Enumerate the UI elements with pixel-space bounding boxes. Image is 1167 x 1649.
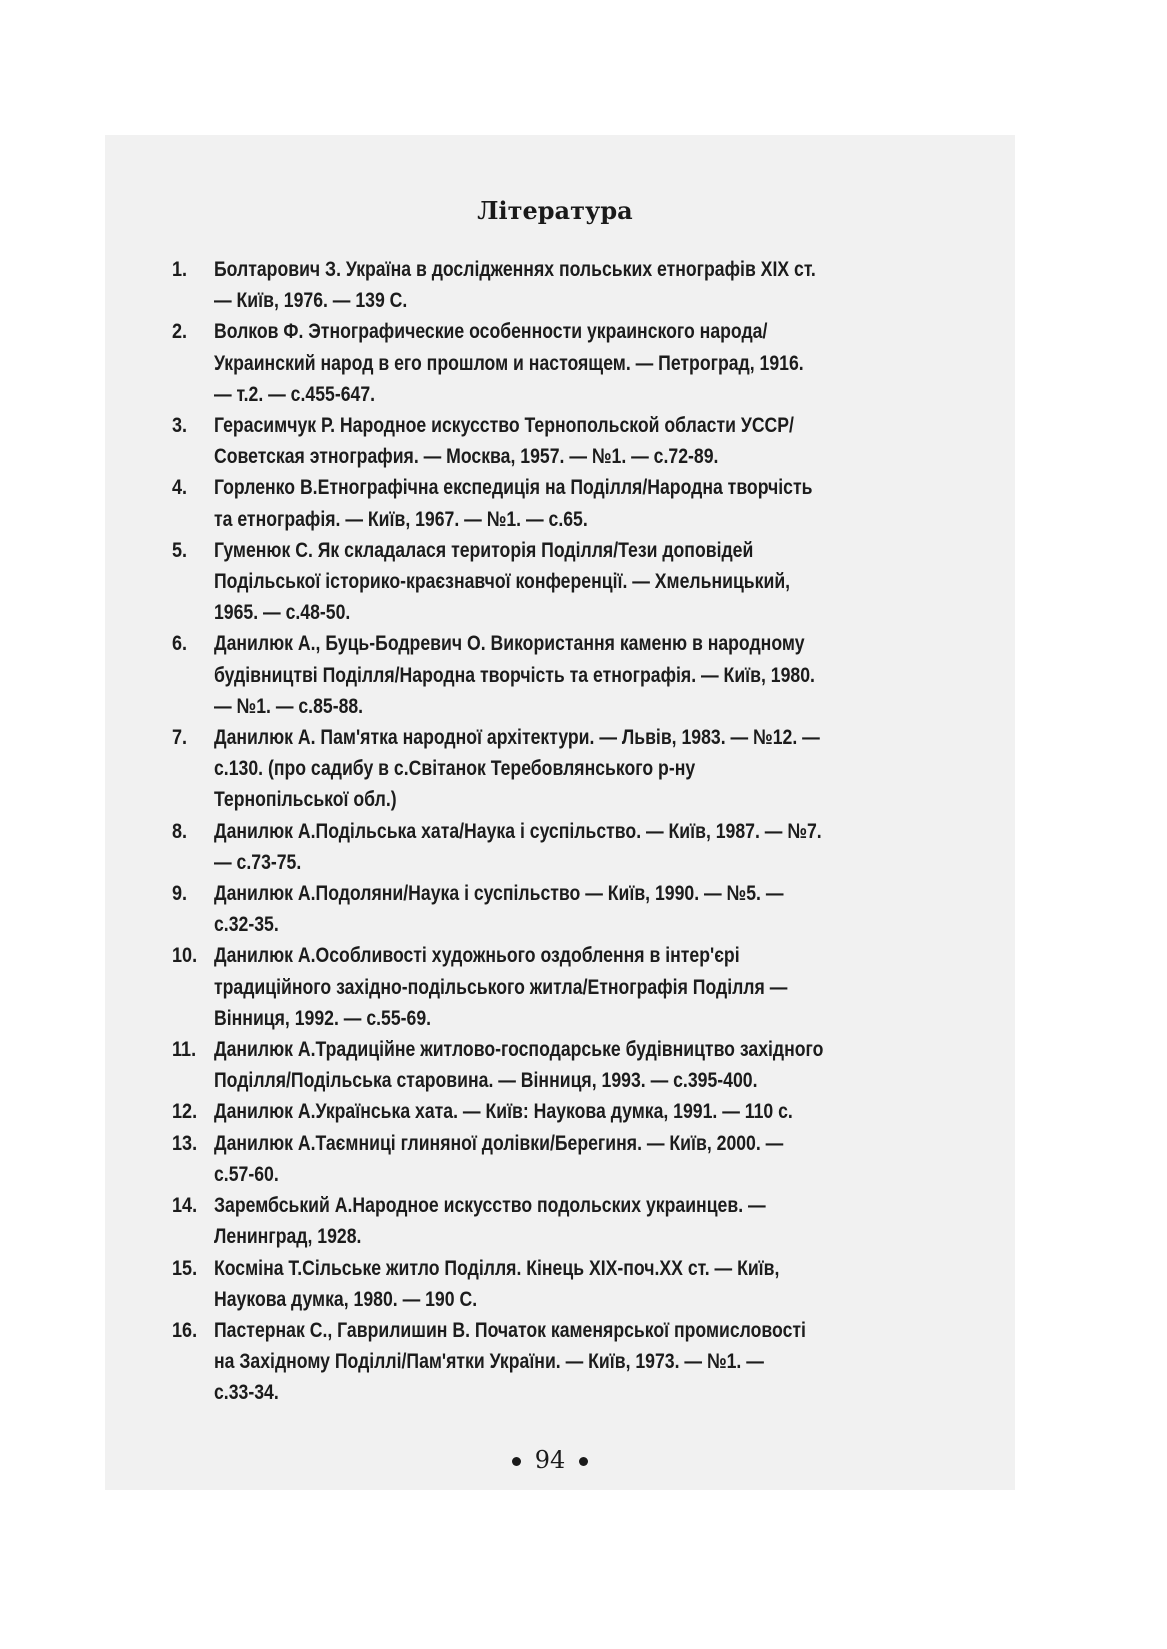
entry-number: 14. [172, 1194, 198, 1218]
entry-text-line: Горленко В.Етнографічна експедиція на Поділля/Народна творчість [214, 476, 813, 500]
entry-text-line: Украинский народ в его прошлом и настоящем. — Петроград, 1916. [214, 351, 804, 375]
entry-text-line: Данилюк А.Таємниці глиняної долівки/Берегиня. — Київ, 2000. — [214, 1131, 784, 1155]
bullet-right [579, 1457, 588, 1466]
entry-text-line: традиційного західно-подільського житла/Етнографія Поділля — [214, 975, 788, 999]
bibliography-entry [172, 1096, 952, 1127]
entry-number: 11. [172, 1038, 197, 1062]
bibliography-entry [172, 1034, 952, 1096]
entry-text-line: Болтарович З. Україна в дослідженнях польських етнографів XIX ст. [214, 258, 816, 281]
bibliography-entry [172, 410, 952, 472]
bibliography-entry [172, 722, 952, 816]
entry-number: 9. [172, 882, 188, 906]
entry-text-line: Наукова думка, 1980. — 190 С. [214, 1287, 478, 1311]
bibliography-entry [172, 940, 952, 1034]
bibliography-entry [172, 254, 952, 316]
entry-text-line: та етнографія. — Київ, 1967. — №1. — с.65. [214, 507, 588, 531]
bibliography-entry [172, 1315, 952, 1409]
entry-text-line: будівництві Поділля/Народна творчість та етнографія. — Київ, 1980. [214, 663, 815, 687]
entry-number: 12. [172, 1100, 198, 1124]
entry-text-line: Данилюк А.Традиційне житлово-господарське будівництво західного [214, 1038, 824, 1062]
entry-text-line: Данилюк А. Пам'ятка народної архітектури. — Львів, 1983. — №12. — [214, 726, 820, 750]
bullet-left [512, 1457, 521, 1466]
entry-number: 7. [172, 726, 188, 750]
entry-text-line: с.57-60. [214, 1162, 279, 1186]
entry-text-line: — Київ, 1976. — 139 С. [214, 289, 408, 313]
entry-text-line: Поділля/Подільська старовина. — Вінниця, 1993. — с.395-400. [214, 1069, 758, 1093]
entry-number: 3. [172, 414, 188, 438]
entry-number: 13. [172, 1131, 198, 1155]
entry-text-line: Тернопільської обл.) [214, 788, 397, 812]
entry-text-line: Гуменюк С. Як складалася територія Поділля/Тези доповідей [214, 538, 754, 562]
entry-text-line: Зарембський А.Народное искусство подольских украинцев. — [214, 1194, 766, 1218]
entry-text-line: Герасимчук Р. Народное искусство Тернопольской области УССР/ [214, 414, 794, 438]
entry-number: 1. [172, 258, 188, 281]
bibliography-entry [172, 1190, 952, 1252]
bibliography-entry [172, 878, 952, 940]
entry-text-line: Данилюк А.Подільська хата/Наука і суспільство. — Київ, 1987. — №7. [214, 819, 822, 843]
bibliography-entry [172, 472, 952, 534]
entry-text-line: — №1. — с.85-88. [214, 694, 364, 718]
page-title: Література [477, 196, 633, 225]
page-number [0, 1446, 1100, 1474]
bibliography-entry [172, 628, 952, 722]
bibliography-list [172, 254, 952, 1409]
entry-text-line: Подільської історико-краєзнавчої конференції. — Хмельницький, [214, 570, 791, 594]
entry-text-line: Космiна Т.Сільське житло Поділля. Кінець XIX-поч.XX ст. — Київ, [214, 1256, 780, 1280]
entry-text-line: — с.73-75. [214, 850, 302, 874]
entry-number: 16. [172, 1318, 198, 1342]
entry-text-line: Данилюк А., Буць-Бодревич О. Використання каменю в народному [214, 632, 805, 656]
entry-text-line: Данилюк А.Особливості художнього оздоблення в інтер'єрі [214, 944, 740, 968]
entry-number: 4. [172, 476, 188, 500]
entry-text-line: 1965. — с.48-50. [214, 601, 351, 625]
bibliography-entry [172, 816, 952, 878]
entry-number: 6. [172, 632, 188, 656]
entry-number: 15. [172, 1256, 198, 1280]
entry-text-line: Данилюк А.Подоляни/Наука і суспільство — Київ, 1990. — №5. — [214, 882, 784, 906]
entry-text-line: Советская этнография. — Москва, 1957. — №1. — с.72-89. [214, 445, 719, 469]
bibliography-entry [172, 535, 952, 629]
entry-text-line: Пастернак С., Гаврилишин В. Початок каменярської промисловості [214, 1318, 806, 1342]
entry-text-line: с.32-35. [214, 913, 279, 937]
bibliography-entry [172, 1253, 952, 1315]
entry-number: 8. [172, 819, 188, 843]
bibliography-entry [172, 1128, 952, 1190]
entry-text-line: на Західному Поділлі/Пам'ятки України. — Київ, 1973. — №1. — [214, 1350, 764, 1374]
entry-text-line: — т.2. — с.455-647. [214, 382, 376, 406]
entry-number: 5. [172, 538, 188, 562]
entry-text-line: с.33-34. [214, 1381, 279, 1405]
entry-text-line: Волков Ф. Этнографические особенности украинского народа/ [214, 320, 768, 344]
entry-text-line: Данилюк А.Українська хата. — Київ: Наукова думка, 1991. — 110 с. [214, 1100, 793, 1124]
entry-text-line: Вінниця, 1992. — с.55-69. [214, 1006, 432, 1030]
page-number-text: 94 [534, 1446, 566, 1474]
entry-number: 10. [172, 944, 198, 968]
entry-text-line: с.130. (про садибу в с.Світанок Теребовлянського р-ну [214, 757, 696, 781]
bibliography-entry [172, 316, 952, 410]
entry-text-line: Ленинград, 1928. [214, 1225, 362, 1249]
entry-number: 2. [172, 320, 188, 344]
